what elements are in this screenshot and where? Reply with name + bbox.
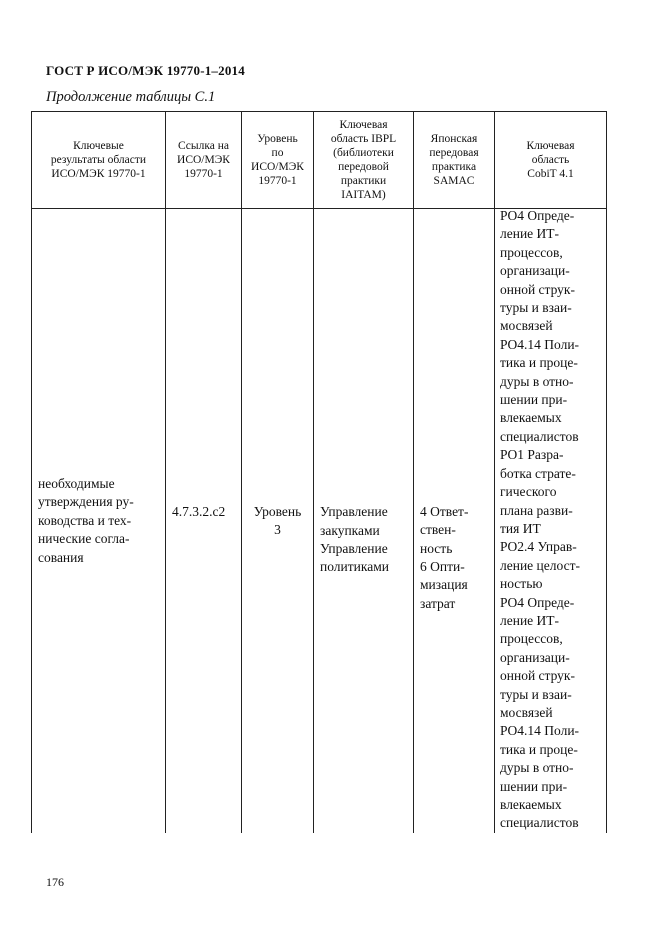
text-line: нические согла-: [38, 531, 130, 547]
text-line: тика и проце-: [500, 741, 578, 757]
reference-value: 4.7.3.2.c2: [172, 503, 226, 519]
text-line: ность: [420, 540, 453, 556]
cell-samac: [414, 209, 495, 833]
text-line: практики: [340, 175, 387, 187]
text-line: PO4 Опреде-: [500, 594, 575, 610]
text-line: утверждения ру-: [38, 494, 134, 510]
text-line: Ключевая: [339, 119, 388, 131]
text-line: Уровень: [253, 503, 302, 519]
text-line: область IBPL: [330, 133, 397, 145]
text-line: гического: [500, 484, 557, 500]
text-line: процессов,: [500, 244, 563, 260]
text-line: практика: [431, 161, 477, 173]
cell-iaitam: [314, 209, 414, 833]
column-header-results: [32, 112, 166, 209]
text-line: Ссылка на: [177, 140, 230, 152]
text-line: Управление: [320, 540, 388, 556]
text-line: мосвязей: [500, 318, 553, 334]
text-line: дуры в отно-: [500, 373, 574, 389]
page-number: 176: [46, 875, 64, 889]
text-line: политиками: [320, 559, 389, 575]
text-line: (библиотеки: [333, 147, 394, 159]
cell-cobit: [495, 209, 607, 833]
text-line: PO2.4 Управ-: [500, 539, 577, 555]
text-line: влекаемых: [500, 410, 562, 426]
text-line: область: [531, 154, 570, 166]
text-line: специалистов: [500, 815, 579, 831]
text-line: затрат: [420, 595, 456, 611]
text-line: ление целост-: [500, 557, 580, 573]
text-line: процессов,: [500, 631, 563, 647]
text-line: плана разви-: [500, 502, 573, 518]
text-line: по: [271, 147, 284, 159]
column-header-cobit: [495, 112, 607, 209]
text-line: организаци-: [500, 263, 570, 279]
text-line: 3: [274, 521, 281, 537]
text-line: онной струк-: [500, 281, 575, 297]
text-line: ление ИТ-: [500, 612, 560, 628]
text-line: ИСО/МЭК: [251, 161, 304, 173]
text-line: PO4.14 Поли-: [500, 336, 580, 352]
text-line: ностью: [500, 576, 543, 592]
text-line: онной струк-: [500, 668, 575, 684]
column-header-samac: [414, 112, 495, 209]
text-line: ководства и тех-: [38, 512, 132, 528]
text-line: специалистов: [500, 428, 579, 444]
text-line: шении при-: [500, 392, 568, 408]
text-line: шении при-: [500, 778, 568, 794]
text-line: результаты области: [50, 154, 147, 166]
text-line: PO4 Опреде-: [500, 208, 575, 223]
text-line: Управление: [320, 504, 388, 520]
data-table: [31, 111, 607, 833]
text-line: тика и проце-: [500, 355, 578, 371]
text-line: CobiT 4.1: [527, 168, 574, 180]
text-line: мосвязей: [500, 704, 553, 720]
cell-reference: [166, 209, 242, 833]
text-line: Японская: [430, 133, 478, 145]
text-line: 6 Опти-: [420, 558, 465, 574]
text-line: Ключевая: [526, 140, 575, 152]
text-line: туры и взаи-: [500, 686, 572, 702]
column-header-level: [242, 112, 314, 209]
column-header-iaitam: [314, 112, 414, 209]
text-line: передовой: [338, 161, 389, 173]
text-line: мизация: [420, 577, 468, 593]
table-row: [32, 209, 607, 833]
text-line: Уровень: [257, 133, 298, 145]
text-line: ление ИТ-: [500, 226, 560, 242]
column-header-reference: [166, 112, 242, 209]
text-line: организаци-: [500, 649, 570, 665]
table-header-row: [32, 112, 607, 209]
text-line: необходимые: [38, 475, 115, 491]
text-line: PO1 Разра-: [500, 447, 564, 463]
text-line: ИСО/МЭК: [177, 154, 230, 166]
text-line: закупками: [320, 522, 380, 538]
text-line: 4 Ответ-: [420, 503, 469, 519]
text-line: передовая: [429, 147, 479, 159]
table-caption: Продолжение таблицы С.1: [46, 89, 216, 105]
cell-key-result: [32, 209, 166, 833]
text-line: PO4.14 Поли-: [500, 723, 580, 739]
document-header-title: ГОСТ Р ИСО/МЭК 19770-1–2014: [46, 63, 245, 78]
text-line: SAMAC: [433, 175, 475, 187]
text-line: Ключевые: [73, 140, 124, 152]
text-line: IAITAM): [341, 189, 386, 201]
text-line: 19770-1: [258, 175, 297, 187]
cell-level: [242, 209, 314, 833]
text-line: влекаемых: [500, 797, 562, 812]
text-line: 19770-1: [184, 168, 223, 180]
text-line: ботка страте-: [500, 465, 576, 481]
text-line: ИСО/МЭК 19770-1: [51, 168, 146, 180]
text-line: сования: [38, 549, 84, 565]
text-line: туры и взаи-: [500, 300, 572, 316]
text-line: дуры в отно-: [500, 760, 574, 776]
text-line: тия ИТ: [500, 520, 541, 536]
text-line: ствен-: [420, 522, 456, 538]
